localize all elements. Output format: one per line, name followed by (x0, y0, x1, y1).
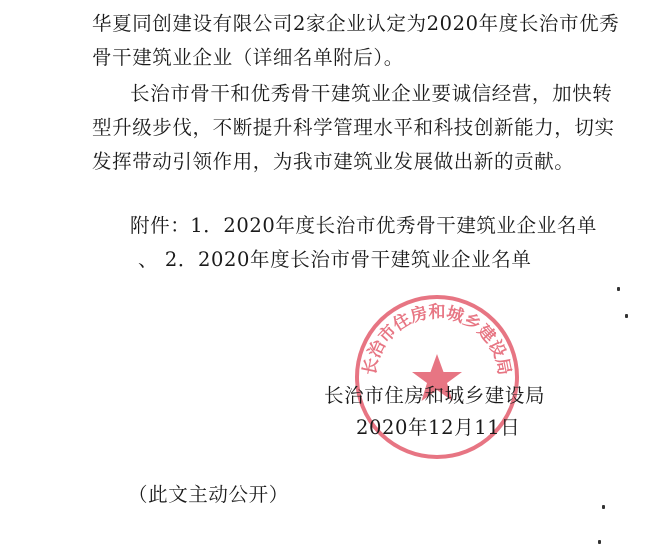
scan-speck (617, 287, 620, 291)
attachment-item-1: 附件：1．2020年度长治市优秀骨干建筑业企业名单 (130, 214, 598, 237)
attachment-item-2: 、 2．2020年度长治市骨干建筑业企业名单 (138, 248, 532, 271)
seal-text: 长治市住房和城乡建设局 (359, 302, 515, 377)
paragraph1-line2: 骨干建筑业企业（详细名单附后）。 (92, 46, 404, 69)
scan-speck (602, 505, 605, 509)
issue-date: 2020年12月11日 (356, 416, 521, 439)
paragraph2-line2: 型升级步伐，不断提升科学管理水平和科技创新能力，切实 (92, 116, 615, 139)
paragraph2-line3: 发挥带动引领作用，为我市建筑业发展做出新的贡献。 (92, 150, 575, 173)
paragraph1-line1: 华夏同创建设有限公司2家企业认定为2020年度长治市优秀 (92, 12, 620, 35)
paragraph2-line1: 长治市骨干和优秀骨干建筑业企业要诚信经营，加快转 (130, 82, 613, 105)
disclosure-note: （此文主动公开） (128, 483, 289, 506)
scan-speck (598, 540, 601, 544)
scan-speck (625, 314, 628, 318)
issuer-name: 长治市住房和城乡建设局 (324, 384, 546, 407)
